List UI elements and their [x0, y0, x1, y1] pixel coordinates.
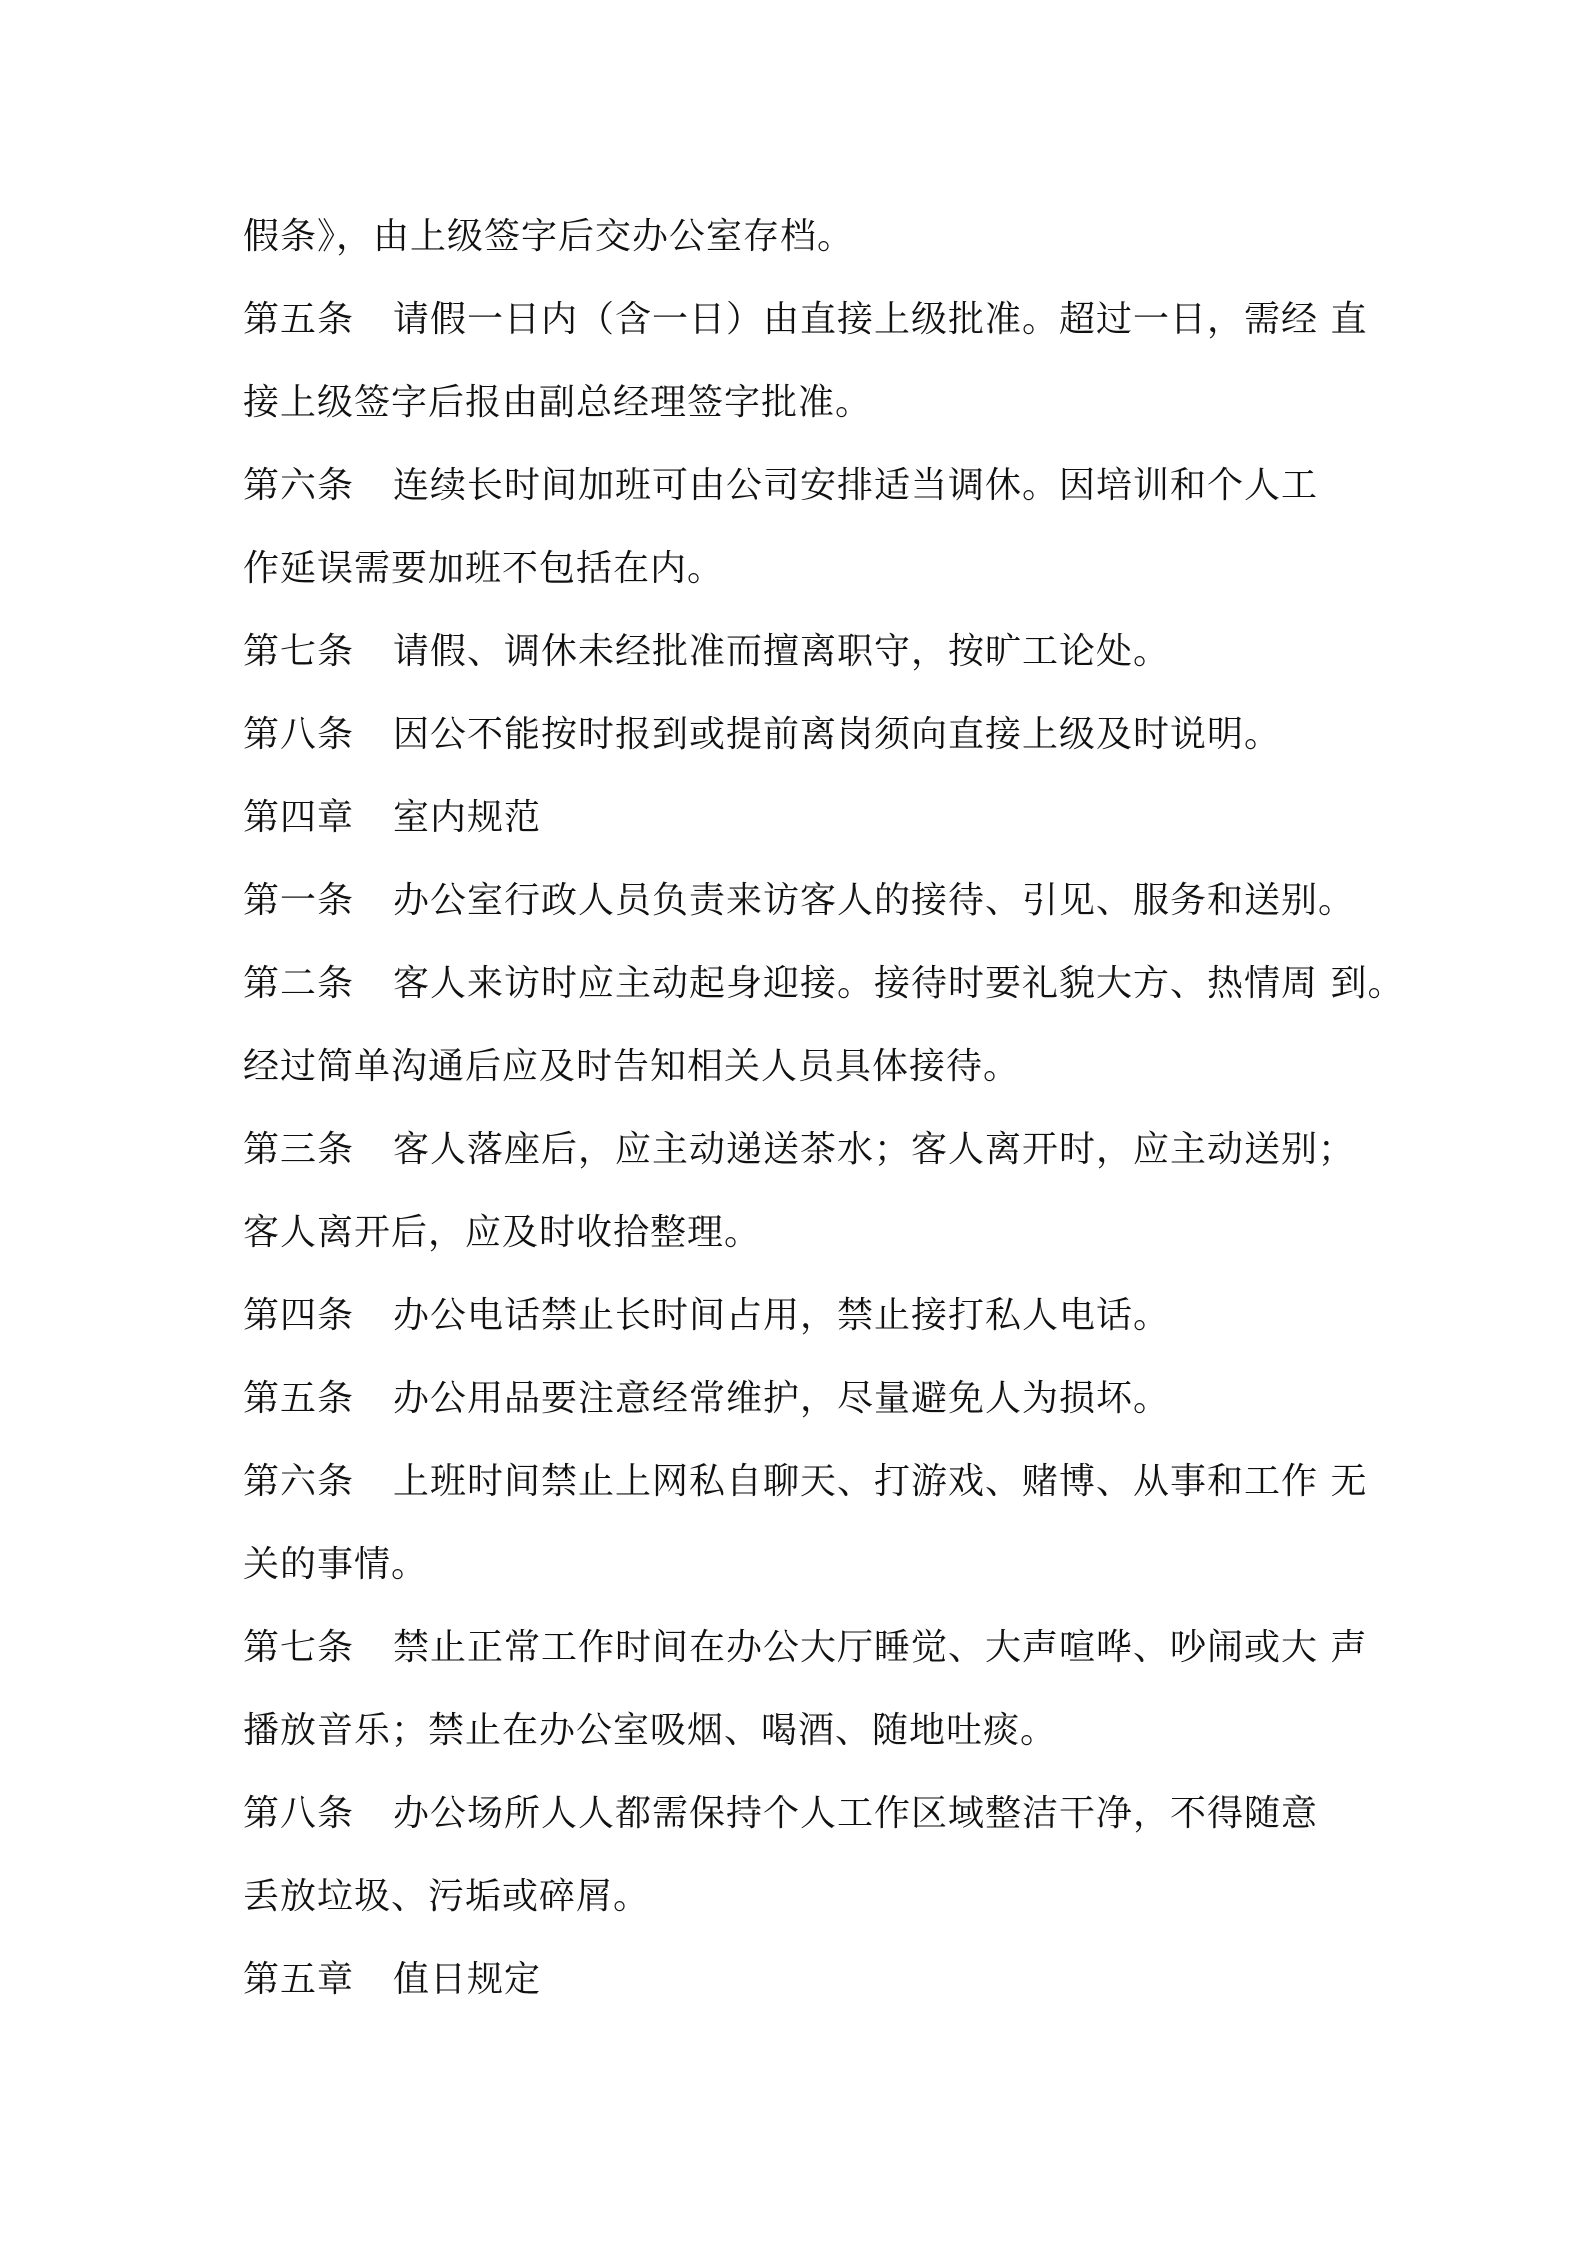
continuation-line	[243, 527, 1393, 610]
article-number: 第四章	[243, 797, 355, 838]
article-line	[243, 444, 1393, 527]
line-text: 请假一日内（含一日）由直接上级批准。超过一日，需经 直	[393, 299, 1368, 340]
article-number: 第五章	[243, 1959, 355, 2000]
line-text: 办公电话禁止长时间占用，禁止接打私人电话。	[393, 1295, 1171, 1336]
article-line	[243, 1274, 1393, 1357]
article-number: 第一条	[243, 880, 355, 921]
line-text: 办公场所人人都需保持个人工作区域整洁干净，不得随意	[393, 1793, 1319, 1834]
article-line	[243, 1440, 1393, 1523]
continuation-line	[243, 1191, 1393, 1274]
line-text: 办公用品要注意经常维护，尽量避免人为损坏。	[393, 1378, 1171, 1419]
article-number: 第八条	[243, 1793, 355, 1834]
continuation-line	[243, 1025, 1393, 1108]
article-line	[243, 1357, 1393, 1440]
article-number: 第七条	[243, 1627, 355, 1668]
line-text: 因公不能按时报到或提前离岗须向直接上级及时说明。	[393, 714, 1282, 755]
continuation-line	[243, 1523, 1393, 1606]
continuation-line	[243, 1855, 1393, 1938]
line-text: 丢放垃圾、污垢或碎屑。	[243, 1876, 651, 1917]
line-text: 办公室行政人员负责来访客人的接待、引见、服务和送别。	[393, 880, 1356, 921]
line-text: 播放音乐；禁止在办公室吸烟、喝酒、随地吐痰。	[243, 1710, 1058, 1751]
line-text: 接上级签字后报由副总经理签字批准。	[243, 382, 873, 423]
article-number: 第五条	[243, 299, 355, 340]
line-text: 客人落座后，应主动递送茶水；客人离开时，应主动送别；	[393, 1129, 1356, 1170]
article-line	[243, 693, 1393, 776]
continuation-line	[243, 195, 1393, 278]
line-text: 经过简单沟通后应及时告知相关人员具体接待。	[243, 1046, 1021, 1087]
document-body	[243, 195, 1405, 2021]
line-text: 关的事情。	[243, 1544, 429, 1585]
article-line	[243, 1606, 1393, 1689]
line-text: 请假、调休未经批准而擅离职守，按旷工论处。	[393, 631, 1171, 672]
article-line	[243, 610, 1393, 693]
article-line	[243, 1938, 1393, 2021]
article-number: 第六条	[243, 465, 355, 506]
continuation-line	[243, 1689, 1393, 1772]
article-number: 第七条	[243, 631, 355, 672]
article-line	[243, 1772, 1393, 1855]
article-number: 第二条	[243, 963, 355, 1004]
line-text: 作延误需要加班不包括在内。	[243, 548, 725, 589]
line-text: 室内规范	[393, 797, 542, 838]
article-line	[243, 1108, 1393, 1191]
line-text: 客人离开后，应及时收拾整理。	[243, 1212, 762, 1253]
article-line	[243, 278, 1393, 361]
article-number: 第八条	[243, 714, 355, 755]
article-line	[243, 859, 1393, 942]
article-number: 第三条	[243, 1129, 355, 1170]
line-text: 值日规定	[393, 1959, 542, 2000]
line-text: 上班时间禁止上网私自聊天、打游戏、赌博、从事和工作 无	[393, 1461, 1368, 1502]
line-text: 连续长时间加班可由公司安排适当调休。因培训和个人工	[393, 465, 1319, 506]
line-text: 禁止正常工作时间在办公大厅睡觉、大声喧哗、吵闹或大 声	[393, 1627, 1368, 1668]
article-number: 第四条	[243, 1295, 355, 1336]
article-number: 第六条	[243, 1461, 355, 1502]
article-line	[243, 776, 1393, 859]
article-line	[243, 942, 1405, 1025]
article-number: 第五条	[243, 1378, 355, 1419]
continuation-line	[243, 361, 1393, 444]
line-text: 客人来访时应主动起身迎接。接待时要礼貌大方、热情周 到。	[393, 963, 1405, 1004]
line-text: 假条》，由上级签字后交办公室存档。	[243, 216, 855, 257]
